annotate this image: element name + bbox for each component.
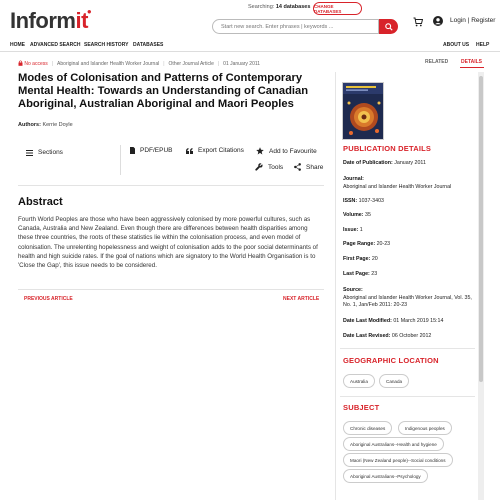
searching-info (248, 4, 310, 10)
detail-value: 35 (365, 212, 371, 218)
detail-label: Date of Publication: (343, 160, 393, 166)
breadcrumb (18, 60, 260, 67)
panel-scrollbar[interactable] (478, 72, 484, 500)
add-to-favourite-button[interactable] (256, 147, 317, 155)
issn-detail (343, 198, 478, 206)
first-page-detail (343, 256, 478, 264)
abstract-text: Fourth World Peoples are those who have been aggressively colonised by more powerful cultures, such as Canada, Australia and New Zealand. Even though there are differences between health disparities among these three countries, the roots of these statistics lie within the colonisation process, and even model of colonisation. The unrelenting hopelessness and weight of colonisation adds to the poor social determinants of health and high suicide rates. If the goal of nations which are signatory to the World Health Organisation is to 'Close the Gap', this issue needs to be considered. (18, 216, 318, 270)
page-range-detail (343, 241, 478, 249)
publication-details-heading: PUBLICATION DETAILS (343, 144, 432, 153)
nav-search-history[interactable]: SEARCH HISTORY (84, 42, 129, 48)
breadcrumb-separator: | (163, 61, 165, 67)
search-input[interactable] (212, 19, 379, 34)
detail-value: 1037-3403 (358, 198, 384, 204)
change-databases-button[interactable]: CHANGE DATABASES (313, 2, 362, 15)
geographic-chip[interactable]: Australia (343, 374, 375, 388)
detail-value[interactable]: Aboriginal and Islander Health Worker Journal (343, 183, 452, 190)
nav-advanced-search[interactable]: ADVANCED SEARCH (30, 42, 81, 48)
detail-value: 1 (359, 227, 363, 233)
last-page-detail (343, 271, 478, 279)
lock-icon (18, 60, 23, 66)
detail-value: 20-23 (376, 241, 391, 247)
divider (18, 185, 324, 186)
tab-details[interactable]: DETAILS (461, 59, 483, 65)
pdf-epub-label: PDF/EPUB (140, 147, 173, 154)
share-label: Share (306, 163, 324, 171)
logo-text: Inform (10, 8, 76, 33)
main-nav (0, 40, 500, 52)
subject-chip[interactable]: Indigenous peoples (398, 421, 452, 435)
divider (340, 396, 475, 397)
export-citations-button[interactable] (186, 147, 244, 154)
share-button[interactable] (294, 163, 323, 171)
detail-label: Last Page: (343, 271, 370, 277)
journal-cover-artwork (343, 83, 384, 140)
detail-value: 06 October 2012 (391, 333, 432, 339)
searching-label: Searching: (248, 4, 275, 10)
detail-label: Volume: (343, 212, 364, 218)
logo-accent-text: it (75, 8, 88, 33)
detail-value: 01 March 2019 15:14 (393, 318, 444, 324)
next-article-link[interactable]: NEXT ARTICLE (283, 296, 320, 302)
detail-label: First Page: (343, 256, 371, 262)
previous-article-link[interactable]: PREVIOUS ARTICLE (24, 296, 73, 302)
logo-dot-icon: ● (86, 7, 92, 16)
nav-databases[interactable]: DATABASES (133, 42, 164, 48)
author-link[interactable]: Kerrie Doyle (42, 122, 73, 128)
scrollbar-thumb[interactable] (479, 76, 483, 382)
date-last-modified-detail (343, 318, 478, 326)
databases-count: 14 databases (275, 4, 311, 10)
geographic-location-heading: GEOGRAPHIC LOCATION (343, 356, 439, 365)
add-to-favourite-label: Add to Favourite (269, 147, 317, 155)
detail-value: January 2011 (394, 160, 426, 166)
breadcrumb-date: 01 January 2011 (223, 61, 261, 67)
search-icon (385, 23, 393, 31)
export-citations-label: Export Citations (198, 147, 244, 154)
sections-label: Sections (38, 149, 63, 156)
no-access-label: No access (24, 61, 48, 67)
nav-help[interactable]: HELP (476, 42, 490, 48)
detail-label: Issue: (343, 227, 359, 233)
tab-related[interactable]: RELATED (425, 59, 449, 65)
pdf-epub-button[interactable] (130, 147, 173, 154)
wrench-icon (255, 163, 263, 171)
detail-value: 23 (371, 271, 378, 277)
star-icon (256, 147, 264, 155)
journal-detail (343, 176, 478, 191)
informit-logo[interactable] (10, 8, 92, 34)
divider (18, 289, 324, 290)
detail-label: Page Range: (343, 241, 376, 247)
breadcrumb-separator: | (51, 61, 54, 67)
detail-label: Date Last Modified: (343, 318, 392, 324)
date-of-publication (343, 160, 478, 168)
article-title: Modes of Colonisation and Patterns of Contemporary Mental Health: Towards an Understanding of Canadian Aboriginal, Australian Aboriginal and Maori Peoples (18, 72, 309, 110)
sections-button[interactable] (26, 149, 63, 156)
breadcrumb-article-type: Other Journal Article (168, 61, 214, 67)
detail-label: Source: (343, 287, 363, 293)
source-detail (343, 287, 478, 310)
detail-label: Date Last Revised: (343, 333, 391, 339)
volume-detail (343, 212, 478, 220)
cart-icon[interactable] (413, 17, 423, 27)
active-tab-indicator (460, 67, 484, 68)
nav-home[interactable]: HOME (10, 42, 25, 48)
search-button[interactable] (379, 19, 398, 34)
document-icon (130, 147, 135, 154)
toolbar-divider (120, 145, 121, 175)
subject-chip[interactable]: Aboriginal Australians--Health and hygiene (343, 437, 444, 451)
nav-about-us[interactable]: ABOUT US (443, 42, 470, 48)
subject-heading: SUBJECT (343, 403, 380, 412)
quote-icon (186, 148, 193, 154)
list-icon (26, 150, 33, 156)
subject-chip[interactable]: Maori (New Zealand people)--Social conditions (343, 453, 453, 467)
geographic-chip[interactable]: Canada (379, 374, 409, 388)
subject-chip[interactable]: Chronic diseases (343, 421, 392, 435)
detail-value: Aboriginal and Islander Health Worker Journal, Vol. 35, No. 1, Jan/Feb 2011: 20-23 (343, 294, 472, 308)
journal-cover-image[interactable] (342, 82, 384, 140)
tools-label: Tools (268, 163, 284, 171)
tools-button[interactable] (255, 163, 283, 171)
divider (340, 348, 475, 349)
authors (18, 122, 73, 128)
breadcrumb-separator: | (217, 61, 220, 67)
issue-detail (343, 227, 478, 235)
authors-label: Authors: (18, 122, 41, 128)
detail-label: Journal: (343, 176, 364, 182)
date-last-revised-detail (343, 333, 478, 341)
detail-label: ISSN: (343, 198, 358, 204)
subject-chip[interactable]: Aboriginal Australians--Psychology (343, 469, 428, 483)
login-register-link[interactable]: Login | Register (450, 17, 496, 24)
share-icon (294, 163, 301, 171)
user-icon[interactable] (433, 16, 443, 26)
breadcrumb-journal[interactable]: Aboriginal and Islander Health Worker Journal (57, 61, 160, 67)
abstract-heading: Abstract (18, 196, 63, 208)
detail-value: 20 (371, 256, 378, 262)
